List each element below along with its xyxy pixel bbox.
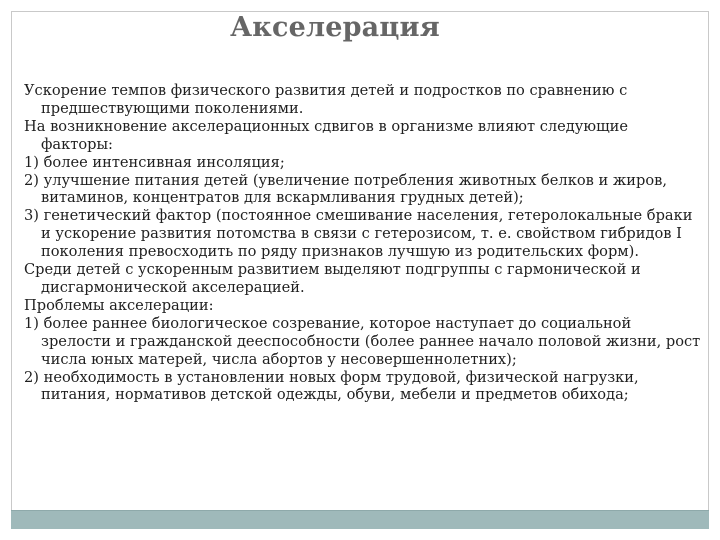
paragraph-problems-heading: Проблемы акселерации: <box>24 296 214 314</box>
factor-item-1: 1) более интенсивная инсоляция; <box>24 153 285 171</box>
bottom-accent-bar <box>11 510 709 529</box>
slide-title: Акселерация <box>230 12 440 43</box>
factor-item-2: 2) улучшение питания детей (увеличение потребления животных белков и жиров, витаминов, концентратов для вскармливания грудных детей); <box>24 171 667 207</box>
factor-item-3: 3) генетический фактор (постоянное смешивание населения, гетеролокальные браки и ускорение развития потомства в связи с гетерозисом, т. е. свойством гибридов I поколения превосходить по ряду признаков лучшую из родительских форм). <box>24 207 693 261</box>
problem-item-1: 1) более раннее биологическое созревание, которое наступает до социальной зрелости и гражданской дееспособности (более раннее начало половой жизни, рост числа юных матерей, числа абортов у несовершеннолетних); <box>24 314 701 368</box>
paragraph-definition: Ускорение темпов физического развития детей и подростков по сравнению с предшествующими поколениями. <box>24 82 628 117</box>
paragraph-subgroups: Среди детей с ускоренным развитием выделяют подгруппы с гармонической и дисгармонической акселерацией. <box>24 261 641 296</box>
problem-item-2: 2) необходимость в установлении новых форм трудовой, физической нагрузки, питания, нормативов детской одежды, обуви, мебели и предметов обихода; <box>24 368 639 404</box>
slide-body <box>24 82 704 404</box>
paragraph-factors-intro: На возникновение акселерационных сдвигов в организме влияют следующие факторы: <box>24 117 629 153</box>
